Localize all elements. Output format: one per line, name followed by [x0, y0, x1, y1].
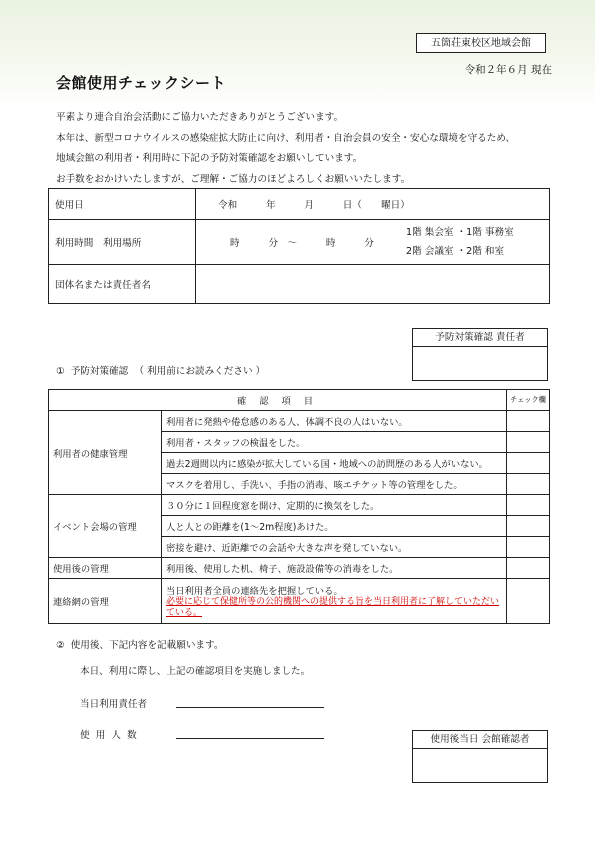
user-count-field[interactable]: [176, 738, 324, 739]
checkbox-cell[interactable]: [507, 453, 550, 474]
check-item: 過去2週間以内に感染が拡大している国・地域への訪問歴のある人がいない。: [162, 453, 507, 474]
usage-date-label: 使用日: [49, 189, 196, 220]
intro-line: 地域会館の利用者・利用時に下記の予防対策確認をお願いしています。: [56, 153, 363, 164]
usage-time-value: 時 分 ～ 時 分: [230, 238, 374, 249]
checklist-header-items: 確 認 項 目: [49, 390, 507, 411]
check-item: 人と人との距離を(1～2m程度)あけた。: [162, 516, 507, 537]
group-name-field[interactable]: [196, 265, 550, 304]
responsible-person-field[interactable]: [176, 707, 324, 708]
contact-item-note: 必要に応じて保健所等の公的機関への提供する旨を当日利用者に了解していただいている。: [166, 597, 500, 618]
user-count-label: 使 用 人 数: [80, 730, 137, 741]
category-event-venue: イベント会場の管理: [49, 495, 162, 558]
usage-info-table: [48, 188, 550, 304]
room-options-floor1[interactable]: 1階 集会室 ・1階 事務室: [406, 227, 514, 238]
check-item: マスクを着用し、手洗い、手指の消毒、咳エチケット等の管理をした。: [162, 474, 507, 495]
after-use-confirmer-signature[interactable]: [413, 749, 547, 783]
checkbox-cell[interactable]: [507, 495, 550, 516]
check-item: 利用者・スタッフの検温をした。: [162, 432, 507, 453]
checkbox-cell[interactable]: [507, 474, 550, 495]
page-title: 会館使用チェックシート: [56, 74, 227, 92]
usage-time-label: 利用時間 利用場所: [49, 220, 196, 265]
checkbox-cell[interactable]: [507, 411, 550, 432]
confirmation-statement: 本日、利用に際し、上記の確認項目を実施しました。: [80, 666, 311, 677]
organization-name-box: 五箇荘東校区地域会館: [416, 33, 546, 53]
checklist-table: [48, 389, 550, 624]
checkbox-cell[interactable]: [507, 537, 550, 558]
prevention-responsible-box: [412, 328, 548, 381]
category-after-use: 使用後の管理: [49, 558, 162, 579]
check-item: 密接を避け、近距離での会話や大きな声を発していない。: [162, 537, 507, 558]
section-1-heading: ① 予防対策確認 （ 利用前にお読みください ）: [56, 366, 266, 377]
document-date: 令和２年６月 現在: [464, 64, 552, 76]
category-health: 利用者の健康管理: [49, 411, 162, 495]
checkbox-cell[interactable]: [507, 516, 550, 537]
intro-text: [56, 108, 515, 190]
section-2-heading: ② 使用後、下記内容を記載願います。: [56, 640, 224, 651]
checkbox-cell[interactable]: [507, 579, 550, 624]
check-item: ３０分に１回程度窓を開け、定期的に換気をした。: [162, 495, 507, 516]
checkbox-cell[interactable]: [507, 558, 550, 579]
after-use-confirmer-label: 使用後当日 会館確認者: [413, 731, 547, 749]
contact-item-text: 当日利用者全員の連絡先を把握している。: [166, 586, 343, 597]
check-item: 利用者に発熱や倦怠感のある人、体調不良の人はいない。: [162, 411, 507, 432]
prevention-responsible-signature[interactable]: [413, 347, 547, 381]
prevention-responsible-label: 予防対策確認 責任者: [413, 329, 547, 347]
usage-date-field[interactable]: 令和 年 月 日（ 曜日）: [196, 189, 550, 220]
check-item: 利用後、使用した机、椅子、施設設備等の消毒をした。: [162, 558, 507, 579]
intro-line: 本年は、新型コロナウイルスの感染症拡大防止に向け、利用者・自治会員の安全・安心な環境を守るため、: [56, 132, 516, 144]
usage-time-field[interactable]: [196, 220, 550, 265]
checklist-header-check: チェック欄: [507, 390, 550, 411]
responsible-person-label: 当日利用責任者: [80, 699, 148, 710]
intro-line: 平素より連合自治会活動にご協力いただきありがとうございます。: [56, 112, 344, 123]
intro-line: お手数をおかけいたしますが、ご理解・ご協力のほどよろしくお願いいたします。: [56, 173, 411, 185]
after-use-confirmer-box: [412, 730, 548, 783]
checkbox-cell[interactable]: [507, 432, 550, 453]
category-contact-network: 連絡網の管理: [49, 579, 162, 624]
contact-check-item: [162, 579, 507, 624]
group-name-label: 団体名または責任者名: [49, 265, 196, 304]
room-options-floor2[interactable]: 2階 会議室 ・2階 和室: [406, 246, 505, 257]
